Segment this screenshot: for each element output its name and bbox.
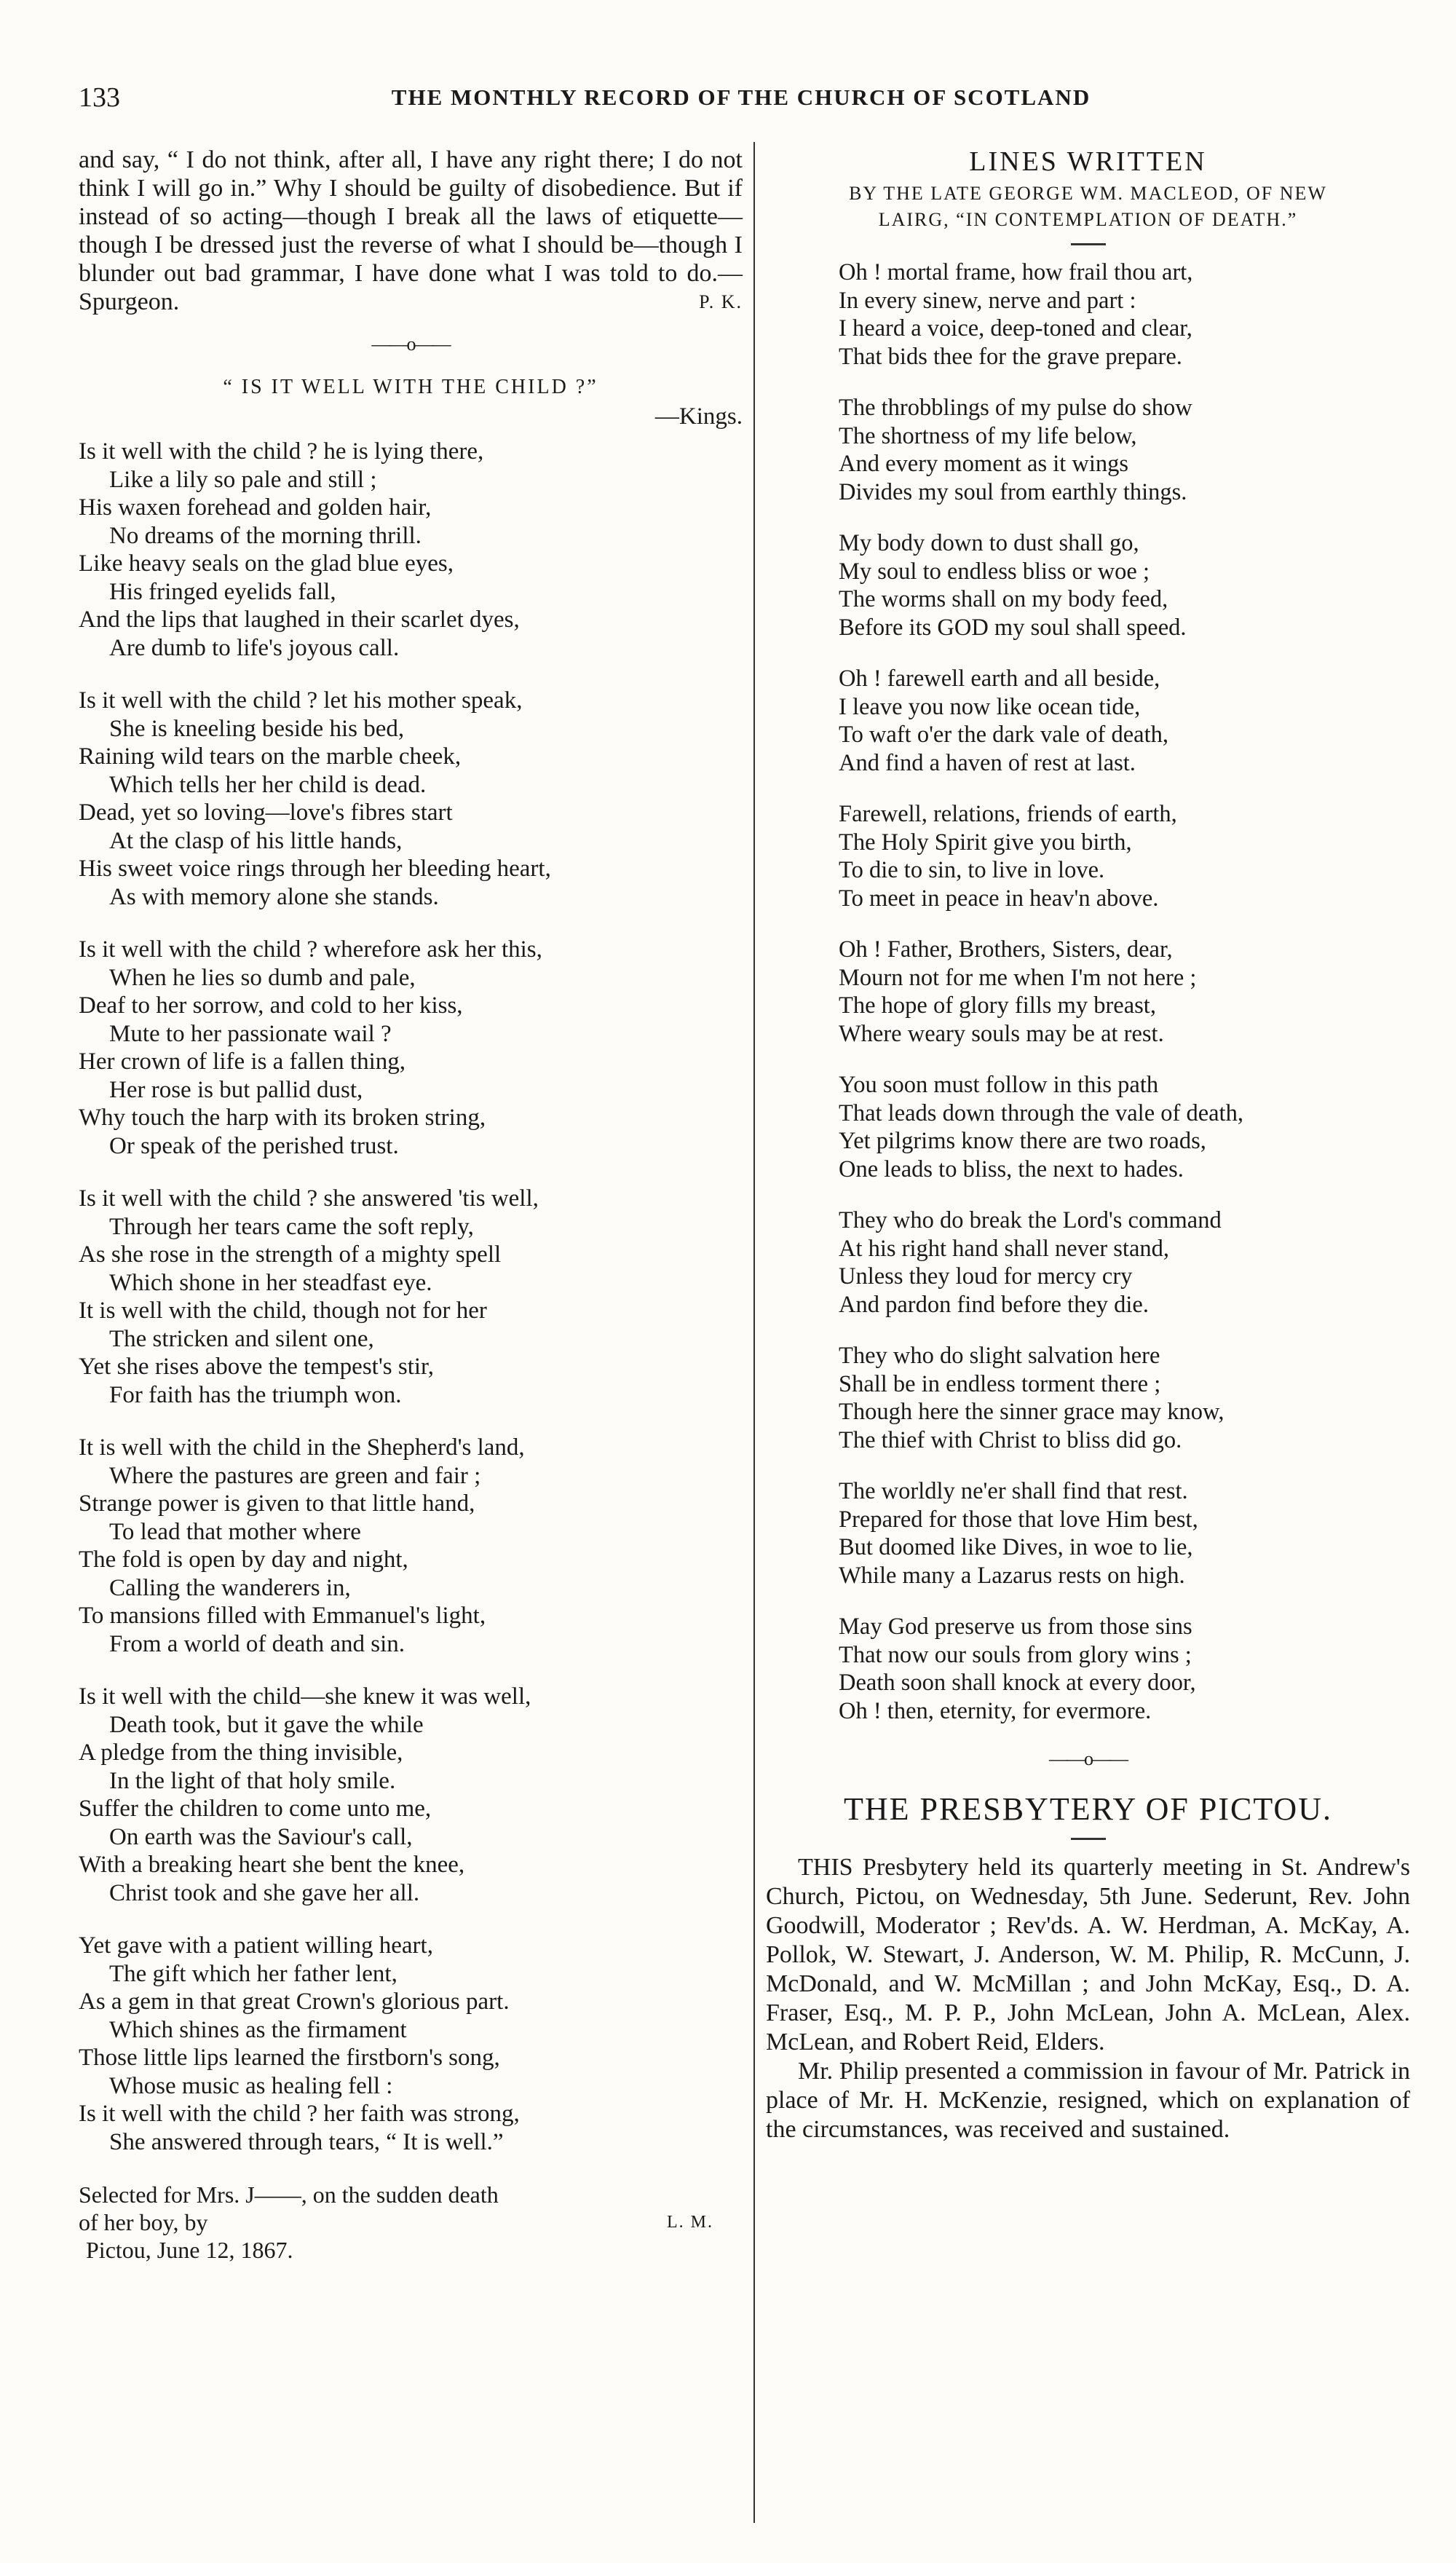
verse-line: When he lies so dumb and pale, xyxy=(109,964,416,991)
verse-line: My soul to endless bliss or woe ; xyxy=(839,558,1150,585)
verse-line: The worldly ne'er shall find that rest. xyxy=(839,1478,1188,1504)
verse-line: Strange power is given to that little hand, xyxy=(79,1490,475,1517)
verse-line: My body down to dust shall go, xyxy=(839,530,1139,556)
verse-line: To meet in peace in heav'n above. xyxy=(839,885,1159,912)
short-rule xyxy=(1071,1838,1106,1840)
stanza xyxy=(839,1207,1410,1319)
lines-written-body xyxy=(766,258,1410,1725)
verse-line: That now our souls from glory wins ; xyxy=(839,1641,1192,1668)
verse-line: For faith has the triumph won. xyxy=(109,1381,402,1408)
verse-line: That bids thee for the grave prepare. xyxy=(839,343,1182,370)
verse-line: Which shone in her steadfast eye. xyxy=(109,1269,432,1296)
stanza xyxy=(79,936,743,1160)
verse-line: It is well with the child, though not for her xyxy=(79,1298,487,1324)
verse-line: Is it well with the child ? she answered 'tis well, xyxy=(79,1185,539,1212)
verse-line: Prepared for those that love Him best, xyxy=(839,1506,1198,1533)
stanza xyxy=(79,1185,743,1409)
excerpt-line: I was told to do.—Spurgeon. xyxy=(79,260,743,315)
article-paragraph: THIS Presbytery held its quarterly meeting in St. Andrew's Church, Pictou, on Wednesday, 5th June. Sederunt, Rev. John Goodwill, Moderator ; Rev'ds. A. W. Herdman, A. McKay, A. Pollok, W. Stewart, J. Anderson, W. M. Philip, R. McCunn, J. McDonald, and W. McMillan ; and John McKay, Esq., D. A. Fraser, Esq., M. P. P., John McLean, John A. McLean, Alex. McLean, and Robert Reid, Elders. xyxy=(766,1854,1410,2055)
verse-line: Unless they loud for mercy cry xyxy=(839,1263,1133,1290)
verse-line: Her crown of life is a fallen thing, xyxy=(79,1048,406,1075)
verse-line: Christ took and she gave her all. xyxy=(109,1879,420,1906)
lines-written-subtitle: LAIRG, “IN CONTEMPLATION OF DEATH.” xyxy=(878,209,1298,230)
verse-line: Whose music as healing fell : xyxy=(109,2072,393,2099)
verse-line: Those little lips learned the firstborn's song, xyxy=(79,2045,500,2071)
verse-line: To lead that mother where xyxy=(109,1518,361,1545)
verse-line: Dead, yet so loving—love's fibres start xyxy=(79,799,453,826)
verse-line: To mansions filled with Emmanuel's light, xyxy=(79,1603,486,1629)
excerpt-line: blunder out bad grammar, I have done what xyxy=(79,260,535,287)
verse-line: They who do break the Lord's command xyxy=(839,1207,1222,1233)
stanza xyxy=(839,936,1410,1048)
verse-line: I leave you now like ocean tide, xyxy=(839,693,1141,720)
verse-line: Why touch the harp with its broken string, xyxy=(79,1105,486,1131)
verse-line: It is well with the child in the Shepherd's land, xyxy=(79,1434,525,1461)
verse-line: To waft o'er the dark vale of death, xyxy=(839,722,1168,748)
presbytery-heading: THE PRESBYTERY OF PICTOU. xyxy=(844,1791,1332,1827)
verse-line: Mute to her passionate wail ? xyxy=(109,1020,392,1047)
verse-line: Oh ! farewell earth and all beside, xyxy=(839,666,1160,692)
excerpt-signature: P. K. xyxy=(699,291,743,312)
verse-line: Which tells her her child is dead. xyxy=(109,771,427,798)
verse-line: At his right hand shall never stand, xyxy=(839,1235,1170,1262)
page-number: 133 xyxy=(79,82,120,113)
verse-line: Suffer the children to come unto me, xyxy=(79,1796,432,1822)
excerpt-line: if instead of so acting—though I break all the xyxy=(79,175,743,230)
stanza xyxy=(839,529,1410,641)
verse-line: Oh ! then, eternity, for evermore. xyxy=(839,1697,1152,1724)
verse-line: Before its GOD my soul shall speed. xyxy=(839,614,1187,641)
poem-source: —Kings. xyxy=(654,403,743,430)
verse-line: Though here the sinner grace may know, xyxy=(839,1399,1224,1425)
verse-line: The gift which her father lent, xyxy=(109,1960,397,1987)
verse-line: The Holy Spirit give you birth, xyxy=(839,829,1132,856)
verse-line: Divides my soul from earthly things. xyxy=(839,478,1187,505)
section-separator: ——o—— xyxy=(371,333,450,355)
column-divider xyxy=(753,142,755,2523)
excerpt-line: right there; I do not think I will go in.” xyxy=(79,146,743,202)
verse-line: And find a haven of rest at last. xyxy=(839,749,1136,776)
verse-line: Is it well with the child ? wherefore ask her this, xyxy=(79,936,542,963)
verse-line: Like a lily so pale and still ; xyxy=(109,466,377,493)
verse-line: They who do slight salvation here xyxy=(839,1343,1160,1369)
stanza xyxy=(79,438,743,662)
verse-line: From a world of death and sin. xyxy=(109,1630,405,1657)
right-column xyxy=(766,146,1410,2144)
verse-line: She answered through tears, “ It is well.” xyxy=(109,2128,504,2155)
spurgeon-excerpt xyxy=(79,146,743,316)
verse-line: The fold is open by day and night, xyxy=(79,1547,408,1573)
verse-line: As she rose in the strength of a mighty spell xyxy=(79,1241,502,1268)
stanza xyxy=(839,394,1410,506)
excerpt-line: laws of etiquette—though I be dressed just xyxy=(79,203,743,258)
verse-line: The worms shall on my body feed, xyxy=(839,586,1168,612)
verse-line: You soon must follow in this path xyxy=(839,1072,1159,1098)
verse-line: Where the pastures are green and fair ; xyxy=(109,1462,481,1489)
verse-line: Death took, but it gave the while xyxy=(109,1711,424,1738)
verse-line: Oh ! Father, Brothers, Sisters, dear, xyxy=(839,936,1173,963)
verse-line: Is it well with the child ? her faith was strong, xyxy=(79,2101,520,2127)
verse-line: The hope of glory fills my breast, xyxy=(839,992,1156,1019)
verse-line: Is it well with the child ? let his mother speak, xyxy=(79,687,523,714)
verse-line: Yet pilgrims know there are two roads, xyxy=(839,1128,1206,1154)
stanza xyxy=(79,1932,743,2156)
footnote-line xyxy=(79,2208,743,2236)
verse-line: Raining wild tears on the marble cheek, xyxy=(79,743,462,770)
verse-line: To die to sin, to live in love. xyxy=(839,857,1105,883)
verse-line: In the light of that holy smile. xyxy=(109,1767,396,1794)
stanza xyxy=(839,258,1410,371)
verse-line: The shortness of my life below, xyxy=(839,422,1137,449)
verse-line: And the lips that laughed in their scarlet dyes, xyxy=(79,607,520,633)
verse-line: As with memory alone she stands. xyxy=(109,883,439,910)
verse-line: Which shines as the firmament xyxy=(109,2016,407,2043)
verse-line: In every sinew, nerve and part : xyxy=(839,287,1136,314)
verse-line: As a gem in that great Crown's glorious part. xyxy=(79,1989,510,2015)
verse-line: Mourn not for me when I'm not here ; xyxy=(839,964,1197,991)
stanza xyxy=(839,665,1410,777)
verse-line: Or speak of the perished trust. xyxy=(109,1132,399,1159)
article-paragraph: Mr. Philip presented a commission in favour of Mr. Patrick in place of Mr. H. McKenzie, resigned, which on explanation of the circumstances, was received and sustained. xyxy=(766,2058,1410,2143)
page-header xyxy=(79,82,1404,125)
verse-line: His sweet voice rings through her bleeding heart, xyxy=(79,856,551,882)
verse-line: On earth was the Saviour's call, xyxy=(109,1823,413,1850)
verse-line: No dreams of the morning thrill. xyxy=(109,522,422,549)
verse-line: Through her tears came the soft reply, xyxy=(109,1213,474,1240)
footnote-text: of her boy, by xyxy=(79,2209,208,2235)
verse-line: Death soon shall knock at every door, xyxy=(839,1670,1196,1696)
stanza xyxy=(839,1477,1410,1589)
lines-written-title: LINES WRITTEN xyxy=(969,146,1207,177)
stanza xyxy=(839,1613,1410,1725)
verse-line: Her rose is but pallid dust, xyxy=(109,1076,363,1103)
verse-line: The stricken and silent one, xyxy=(109,1325,374,1352)
stanza xyxy=(79,687,743,911)
footnote-line: Selected for Mrs. J——, on the sudden death xyxy=(79,2181,499,2208)
verse-line: While many a Lazarus rests on high. xyxy=(839,1562,1185,1589)
verse-line: And pardon find before they die. xyxy=(839,1291,1149,1318)
section-separator: ——o—— xyxy=(1049,1748,1127,1769)
excerpt-paragraph xyxy=(79,146,743,316)
verse-line: A pledge from the thing invisible, xyxy=(79,1739,403,1766)
excerpt-line: Why I should be guilty of disobedience. But xyxy=(273,175,721,202)
verse-line: That leads down through the vale of death, xyxy=(839,1099,1243,1126)
verse-line: At the clasp of his little hands, xyxy=(109,827,403,854)
verse-line: One leads to bliss, the next to hades. xyxy=(839,1156,1184,1182)
presbytery-article xyxy=(766,1853,1410,2144)
verse-line: May God preserve us from those sins xyxy=(839,1614,1192,1640)
verse-line: Oh ! mortal frame, how frail thou art, xyxy=(839,259,1193,285)
running-title: THE MONTHLY RECORD OF THE CHURCH OF SCOTLAND xyxy=(391,84,1091,110)
verse-line: Like heavy seals on the glad blue eyes, xyxy=(79,550,454,577)
verse-line: Where weary souls may be at rest. xyxy=(839,1020,1164,1047)
verse-line: With a breaking heart she bent the knee, xyxy=(79,1852,465,1878)
verse-line: Farewell, relations, friends of earth, xyxy=(839,801,1177,827)
excerpt-line: and say, “ I do not think, after all, I have any xyxy=(79,146,537,173)
verse-line: Shall be in endless torment there ; xyxy=(839,1370,1161,1397)
verse-line: I heard a voice, deep-toned and clear, xyxy=(839,315,1192,341)
stanza xyxy=(839,1342,1410,1454)
verse-line: Are dumb to life's joyous call. xyxy=(109,634,400,661)
stanza xyxy=(839,800,1410,912)
lines-written-subtitle: BY THE LATE GEORGE WM. MACLEOD, OF NEW xyxy=(849,183,1327,204)
verse-line: Is it well with the child—she knew it was well, xyxy=(79,1683,531,1710)
excerpt-line: the reverse of what I should be—though I xyxy=(323,232,743,258)
verse-line: Deaf to her sorrow, and cold to her kiss, xyxy=(79,992,463,1019)
verse-line: Yet gave with a patient willing heart, xyxy=(79,1932,433,1959)
stanza xyxy=(79,1683,743,1907)
verse-line: His waxen forehead and golden hair, xyxy=(79,494,432,521)
verse-line: His fringed eyelids fall, xyxy=(109,578,336,605)
footnote-line: Pictou, June 12, 1867. xyxy=(86,2237,293,2263)
poem-body xyxy=(79,438,743,2156)
verse-line: And every moment as it wings xyxy=(839,451,1129,477)
stanza xyxy=(839,1071,1410,1183)
poem-title: “ IS IT WELL WITH THE CHILD ?” xyxy=(223,376,598,398)
verse-line: The throbblings of my pulse do show xyxy=(839,395,1192,421)
short-rule xyxy=(1071,243,1106,245)
verse-line: But doomed like Dives, in woe to lie, xyxy=(839,1534,1193,1560)
verse-line: The thief with Christ to bliss did go. xyxy=(839,1426,1182,1453)
verse-line: Calling the wanderers in, xyxy=(109,1574,351,1601)
verse-line: Yet she rises above the tempest's stir, xyxy=(79,1354,434,1380)
verse-line: Is it well with the child ? he is lying there, xyxy=(79,438,484,465)
verse-line: She is kneeling beside his bed, xyxy=(109,715,405,742)
stanza xyxy=(79,1434,743,1658)
poem-footnote xyxy=(79,2181,743,2264)
footnote-signature: L. M. xyxy=(667,2213,713,2232)
left-column xyxy=(79,146,743,2264)
